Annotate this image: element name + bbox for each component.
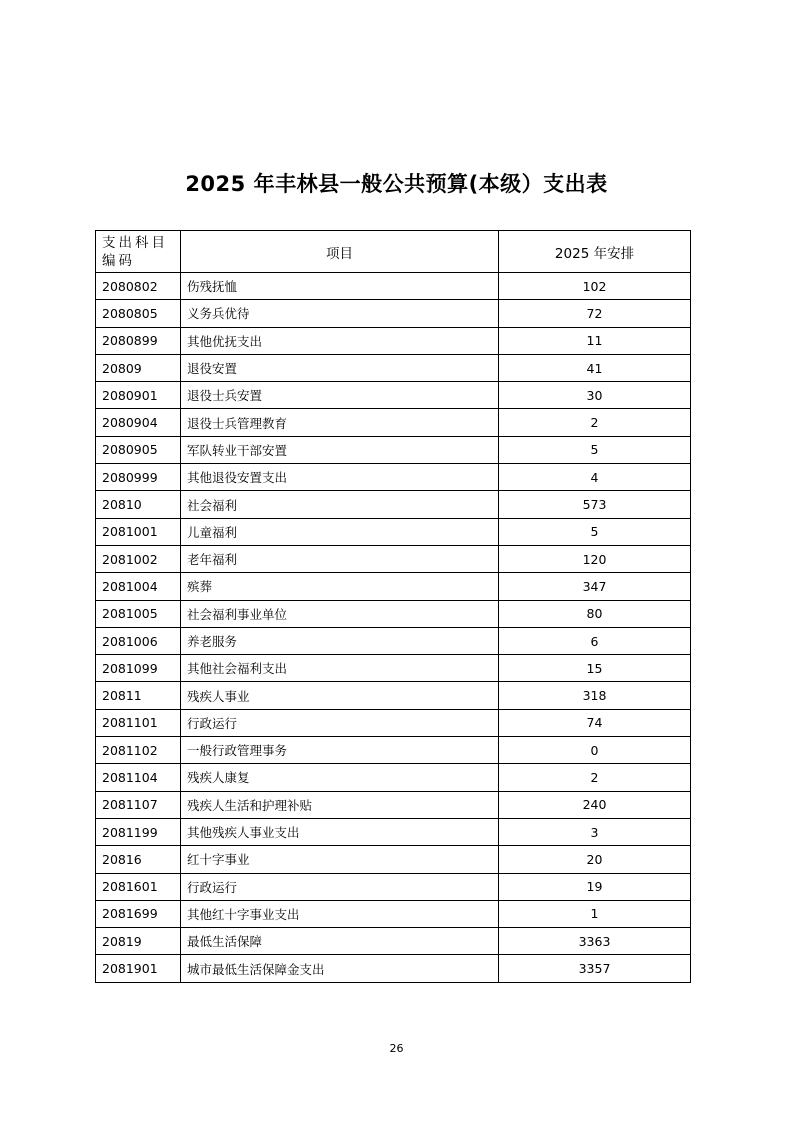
table-body [96, 273, 691, 983]
cell-code: 2080901 [96, 382, 181, 409]
cell-item: 社会福利 [181, 491, 499, 518]
cell-amount: 347 [499, 573, 691, 600]
column-header-amount: 2025 年安排 [499, 231, 691, 273]
cell-item: 退役安置 [181, 354, 499, 381]
cell-item: 残疾人康复 [181, 764, 499, 791]
cell-item: 其他优抚支出 [181, 327, 499, 354]
cell-code: 2081001 [96, 518, 181, 545]
cell-code: 2081199 [96, 818, 181, 845]
table-row [96, 491, 691, 518]
cell-amount: 2 [499, 409, 691, 436]
cell-item: 军队转业干部安置 [181, 436, 499, 463]
cell-amount: 80 [499, 600, 691, 627]
cell-code: 2080805 [96, 300, 181, 327]
cell-amount: 5 [499, 518, 691, 545]
cell-code: 2081699 [96, 900, 181, 927]
cell-item: 社会福利事业单位 [181, 600, 499, 627]
cell-amount: 74 [499, 709, 691, 736]
cell-amount: 0 [499, 737, 691, 764]
cell-item: 其他社会福利支出 [181, 655, 499, 682]
cell-item: 一般行政管理事务 [181, 737, 499, 764]
cell-item: 其他残疾人事业支出 [181, 818, 499, 845]
table-row [96, 354, 691, 381]
cell-amount: 573 [499, 491, 691, 518]
cell-code: 2081901 [96, 955, 181, 982]
cell-amount: 5 [499, 436, 691, 463]
cell-item: 其他退役安置支出 [181, 464, 499, 491]
cell-item: 红十字事业 [181, 846, 499, 873]
cell-item: 行政运行 [181, 709, 499, 736]
cell-item: 最低生活保障 [181, 928, 499, 955]
cell-item: 其他红十字事业支出 [181, 900, 499, 927]
table-row [96, 464, 691, 491]
cell-amount: 2 [499, 764, 691, 791]
table-row [96, 846, 691, 873]
table-row [96, 518, 691, 545]
cell-item: 退役士兵安置 [181, 382, 499, 409]
table-row [96, 818, 691, 845]
column-header-code: 支出科目编码 [96, 231, 181, 273]
cell-item: 义务兵优待 [181, 300, 499, 327]
cell-code: 2080905 [96, 436, 181, 463]
table-row [96, 627, 691, 654]
cell-amount: 4 [499, 464, 691, 491]
table-row [96, 955, 691, 982]
table-header [96, 231, 691, 273]
cell-code: 2081102 [96, 737, 181, 764]
page-title: 2025 年丰林县一般公共预算(本级）支出表 [185, 172, 608, 196]
page-number: 26 [389, 1042, 404, 1055]
table-row [96, 300, 691, 327]
table-row [96, 900, 691, 927]
cell-item: 残疾人事业 [181, 682, 499, 709]
header-row [96, 231, 691, 273]
table-row [96, 791, 691, 818]
cell-amount: 240 [499, 791, 691, 818]
cell-amount: 15 [499, 655, 691, 682]
cell-code: 2081002 [96, 545, 181, 572]
column-header-item: 项目 [181, 231, 499, 273]
cell-code: 2081005 [96, 600, 181, 627]
cell-item: 退役士兵管理教育 [181, 409, 499, 436]
cell-code: 20809 [96, 354, 181, 381]
cell-amount: 3363 [499, 928, 691, 955]
cell-item: 伤残抚恤 [181, 273, 499, 300]
table-row [96, 764, 691, 791]
cell-amount: 6 [499, 627, 691, 654]
cell-code: 2080802 [96, 273, 181, 300]
cell-amount: 19 [499, 873, 691, 900]
table-row [96, 327, 691, 354]
table-row [96, 709, 691, 736]
table-row [96, 655, 691, 682]
cell-item: 行政运行 [181, 873, 499, 900]
table-row [96, 873, 691, 900]
cell-amount: 72 [499, 300, 691, 327]
cell-code: 20816 [96, 846, 181, 873]
table-row [96, 737, 691, 764]
cell-amount: 318 [499, 682, 691, 709]
table-row [96, 545, 691, 572]
cell-code: 2080899 [96, 327, 181, 354]
cell-code: 2081006 [96, 627, 181, 654]
cell-amount: 11 [499, 327, 691, 354]
cell-amount: 41 [499, 354, 691, 381]
cell-code: 2081101 [96, 709, 181, 736]
cell-item: 残疾人生活和护理补贴 [181, 791, 499, 818]
cell-code: 20811 [96, 682, 181, 709]
cell-code: 2081104 [96, 764, 181, 791]
cell-code: 2080904 [96, 409, 181, 436]
cell-item: 儿童福利 [181, 518, 499, 545]
cell-code: 20819 [96, 928, 181, 955]
cell-code: 2081107 [96, 791, 181, 818]
cell-amount: 20 [499, 846, 691, 873]
table-row [96, 273, 691, 300]
cell-amount: 3 [499, 818, 691, 845]
cell-code: 2081601 [96, 873, 181, 900]
cell-code: 2081099 [96, 655, 181, 682]
table-row [96, 600, 691, 627]
cell-amount: 1 [499, 900, 691, 927]
cell-code: 2081004 [96, 573, 181, 600]
table-row [96, 436, 691, 463]
cell-amount: 30 [499, 382, 691, 409]
budget-table [95, 230, 691, 983]
cell-code: 2080999 [96, 464, 181, 491]
cell-amount: 102 [499, 273, 691, 300]
cell-code: 20810 [96, 491, 181, 518]
cell-item: 殡葬 [181, 573, 499, 600]
cell-item: 城市最低生活保障金支出 [181, 955, 499, 982]
table-row [96, 382, 691, 409]
cell-amount: 120 [499, 545, 691, 572]
cell-amount: 3357 [499, 955, 691, 982]
cell-item: 老年福利 [181, 545, 499, 572]
table-row [96, 682, 691, 709]
table-row [96, 928, 691, 955]
cell-item: 养老服务 [181, 627, 499, 654]
table-row [96, 409, 691, 436]
table-row [96, 573, 691, 600]
